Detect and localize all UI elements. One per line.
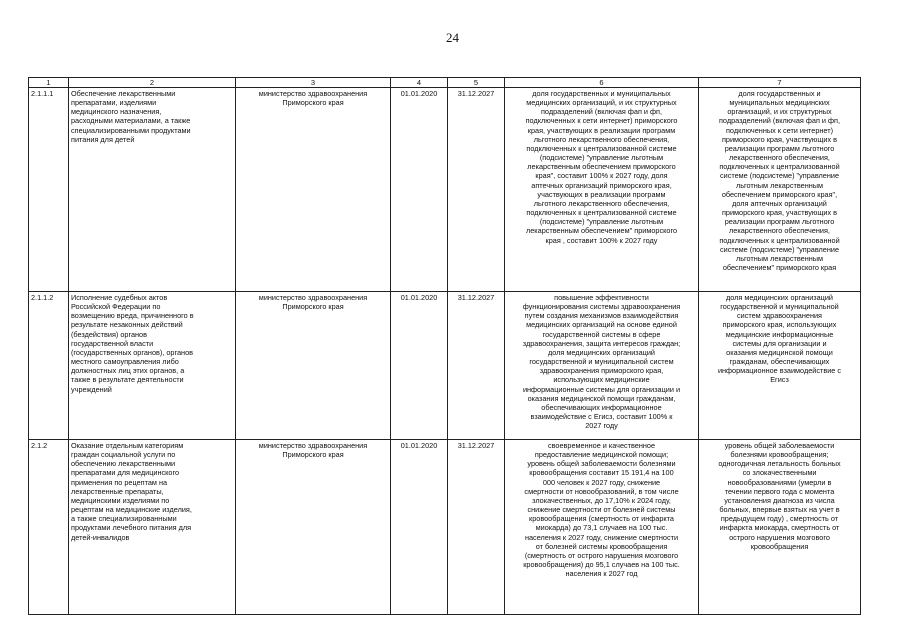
expected-result: своевременное и качественное предоставление медицинской помощи; уровень общей заболеваемости болезнями кровообращения составит 15 191,4 на 100 000 человек к 2027 году, снижение смертности от новообразований, в том числе злокачественных, до 17,10% к 2024 году, снижение смертности от болезней системы кровообращения (смертность от инфаркта миокарда) до 73,1 случаев на 100 тыс. населения к 2027 году, снижение смертности от болезней системы кровообращения (смертность от острого нарушения мозгового кровообращения) до 95,1 случаев на 100 тыс. населения к 2027 год bbox=[505, 440, 699, 615]
expected-result: повышение эффективности функционирования системы здравоохранения путем создания механизмов взаимодействия медицинских организаций на основе единой государственной системы в сфере здравоохранения, защита интересов граждан; доля медицинских организаций государственной и муниципальной систем здравоохранения приморского края, использующих медицинские информационные системы для организации и оказания медицинской помощи гражданам, обеспечивающих информационное взаимодействие с Егисз, составит 100% к 2027 году bbox=[505, 292, 699, 440]
start-date: 01.01.2020 bbox=[391, 440, 448, 615]
start-date: 01.01.2020 bbox=[391, 88, 448, 292]
column-number: 4 bbox=[391, 78, 448, 88]
program-activities-table bbox=[28, 77, 861, 615]
activity-name: Обеспечение лекарственными препаратами, изделиями медицинского назначения, расходными материалами, а также специализированными продуктами питания для детей bbox=[69, 88, 236, 292]
item-number: 2.1.1.1 bbox=[29, 88, 69, 292]
column-number-row bbox=[29, 78, 861, 88]
activity-name: Исполнение судебных актов Российской Федерации по возмещению вреда, причиненного в результате незаконных действий (бездействия) органов государственной власти (государственных органов), органов местного самоуправления либо должностных лиц этих органов, а также в результате деятельности учреждений bbox=[69, 292, 236, 440]
indicator: уровень общей заболеваемости болезнями кровообращения; одногодичная летальность больных со злокачественными новообразованиями (умерли в течении первого года с момента установления диагноза из числа больных, впервые взятых на учет в предыдущем году) , смертность от инфаркта миокарда, смертность от острого нарушения мозгового кровообращения bbox=[699, 440, 861, 615]
end-date: 31.12.2027 bbox=[448, 88, 505, 292]
column-number: 6 bbox=[505, 78, 699, 88]
end-date: 31.12.2027 bbox=[448, 440, 505, 615]
column-number: 7 bbox=[699, 78, 861, 88]
column-number: 3 bbox=[236, 78, 391, 88]
table-row bbox=[29, 292, 861, 440]
column-number: 5 bbox=[448, 78, 505, 88]
expected-result: доля государственных и муниципальных медицинских организаций, и их структурных подразделений (включая фап и фп, подключенных к сети интернет) приморского края, участвующих в реализации программ льготного лекарственного обеспечения, подключенных к централизованной системе (подсистеме) "управление льготным лекарственным обеспечением приморского края", составит 100% к 2027 году, доля аптечных организаций приморского края, участвующих в реализации программ льготного лекарственного обеспечения, подключенных к централизованной системе (подсистеме) "управление льготным лекарственным обеспечением" приморского края , составит 100% к 2027 году bbox=[505, 88, 699, 292]
activity-name: Оказание отдельным категориям граждан социальной услуги по обеспечению лекарственными препаратами для медицинского применения по рецептам на лекарственные препараты, медицинскими изделиями по рецептам на медицинские изделия, а также специализированными продуктами лечебного питания для детей-инвалидов bbox=[69, 440, 236, 615]
column-number: 1 bbox=[29, 78, 69, 88]
column-number: 2 bbox=[69, 78, 236, 88]
executor: министерство здравоохранения Приморского края bbox=[236, 440, 391, 615]
indicator: доля государственных и муниципальных медицинских организаций, и их структурных подразделений (включая фап и фп, подключенных к сети интернет) приморского края, участвующих в реализации программ льготного лекарственного обеспечения, подключенных к централизованной системе (подсистеме) "управление льготным лекарственным обеспечением приморского края", доля аптечных организаций приморского края, участвующих в реализации программ льготного лекарственного обеспечения, подключенных к централизованной системе (подсистеме) "управление льготным лекарственным обеспечением" приморского края bbox=[699, 88, 861, 292]
executor: министерство здравоохранения Приморского края bbox=[236, 292, 391, 440]
page-number: 24 bbox=[446, 30, 459, 45]
item-number: 2.1.2 bbox=[29, 440, 69, 615]
end-date: 31.12.2027 bbox=[448, 292, 505, 440]
table-row bbox=[29, 440, 861, 615]
table-row bbox=[29, 88, 861, 292]
item-number: 2.1.1.2 bbox=[29, 292, 69, 440]
start-date: 01.01.2020 bbox=[391, 292, 448, 440]
indicator: доля медицинских организаций государственной и муниципальной систем здравоохранения приморского края, использующих медицинские информационные системы для организации и оказания медицинской помощи гражданам, обеспечивающих информационное взаимодействие с Егисз bbox=[699, 292, 861, 440]
executor: министерство здравоохранения Приморского края bbox=[236, 88, 391, 292]
